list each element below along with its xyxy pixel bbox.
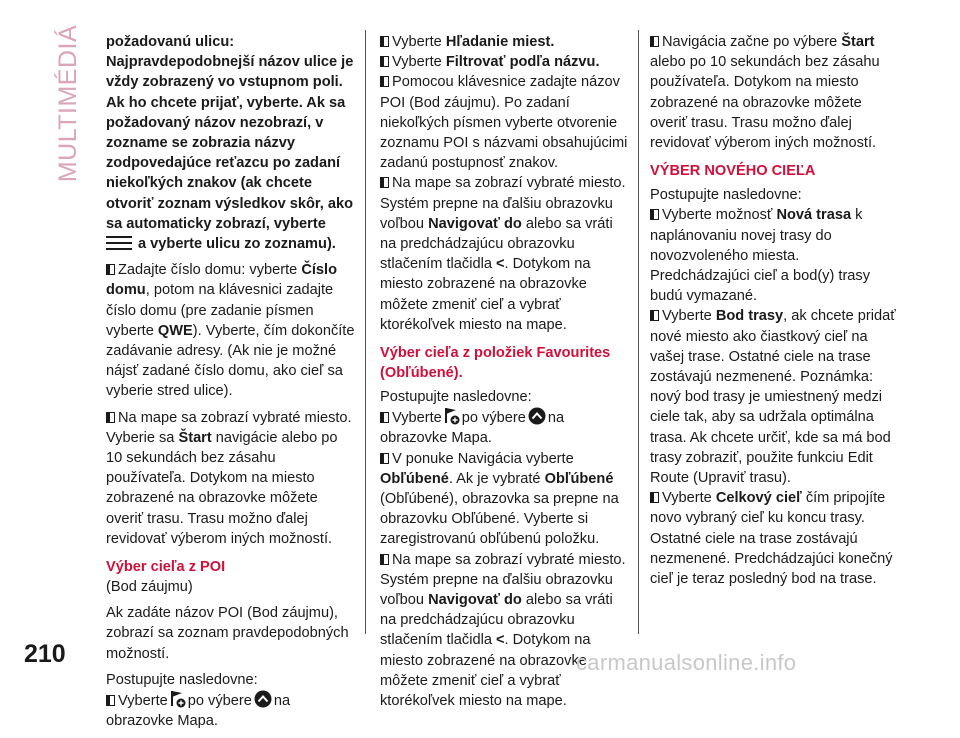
- text: Na mape sa zobrazí vybraté miesto. Systém prepne na ďalšiu obrazovku voľbou: [380, 551, 626, 609]
- text: Vyberte: [662, 308, 716, 325]
- text: alebo sa vráti na predchádzajúcu obrazovku stlačením tlačidla: [380, 592, 613, 649]
- text: (Obľúbené), obrazovka sa prepne na obrazovku Obľúbené. Vyberte si zaregistrovanú obľúbenú položku.: [380, 491, 619, 548]
- text: po výbere: [461, 410, 526, 427]
- list-item: [650, 205, 898, 306]
- text: na obrazovke Mapa.: [380, 410, 565, 447]
- column-2: [380, 32, 632, 717]
- text: Vyberte: [392, 410, 442, 427]
- text-bold: Bod trasy: [715, 308, 784, 325]
- column-divider: [365, 30, 366, 634]
- text-bold: Nová trasa: [776, 207, 852, 224]
- list-item: [380, 173, 632, 335]
- text-bold: Filtrovať podľa názvu.: [445, 54, 600, 71]
- text-bold: Obľúbené: [380, 470, 449, 487]
- section-heading: Výber cieľa z POI: [106, 559, 226, 576]
- text: Na mape sa zobrazí vybraté miesto. Vyberie sa: [106, 409, 352, 446]
- chevron-up-icon: [528, 407, 546, 425]
- text: Vyberte možnosť: [662, 207, 777, 224]
- text-bold: QWE: [157, 322, 193, 339]
- text: Vyberte: [392, 54, 446, 71]
- bullet-icon: [380, 56, 389, 67]
- list-item: [380, 72, 632, 173]
- text-bold: Číslo domu: [106, 262, 338, 299]
- bullet-icon: [106, 264, 115, 275]
- list-menu-icon: [106, 236, 132, 250]
- paragraph: Ak zadáte názov POI (Bod záujmu), zobrazí sa zoznam pravdepodobných možností.: [106, 605, 349, 662]
- watermark: carmanualsonline.info: [576, 650, 797, 675]
- section-heading: VÝBER NOVÉHO CIEĽA: [650, 163, 816, 180]
- text: ). Vyberte, čím dokončíte zadávanie adresy. (Ak nie je možné nájsť zadané číslo domu, ako cieľ sa vyberie stred ulice).: [106, 322, 355, 400]
- bullet-icon: [650, 492, 659, 503]
- text: čím pripojíte novo vybraný cieľ ku koncu trasy. Ostatné ciele na trase zostávajú nezmenené. Predchádzajúci konečný cieľ je teraz posledný bod na trase.: [650, 490, 893, 588]
- column-divider: [638, 30, 639, 634]
- section-heading: Výber cieľa z položiek Favourites (Obľúbené).: [380, 345, 611, 382]
- text: alebo sa vráti na predchádzajúcu obrazovku stlačením tlačidla: [380, 215, 613, 273]
- text-bold: Celkový cieľ: [715, 490, 802, 507]
- section-tab-label: MULTIMÉDIÁ: [54, 24, 83, 182]
- text: . Dotykom na miesto zobrazené na obrazovke môžete zmeniť cieľ a vybrať ktorékoľvek miesto na mape.: [380, 256, 591, 333]
- bullet-icon: [380, 36, 389, 47]
- section-tab: [52, 24, 86, 182]
- list-item: [380, 550, 632, 712]
- bullet-icon: [106, 695, 115, 706]
- intro-paragraph: [106, 32, 356, 254]
- text-bold: <: [496, 632, 505, 649]
- navigation-pin-icon: [170, 690, 186, 708]
- list-item: [380, 52, 632, 72]
- bullet-icon: [650, 209, 659, 220]
- list-item: [650, 488, 898, 589]
- text: Zadajte číslo domu: vyberte: [118, 262, 302, 279]
- bullet-icon: [106, 412, 115, 423]
- text-bold: Navigovať do: [428, 215, 522, 232]
- text-bold: Štart: [841, 34, 875, 50]
- bullet-icon: [650, 36, 659, 47]
- text: k naplánovaniu novej trasy do novozvoleného miesta. Predchádzajúci cieľ a bod(y) trasy budú vymazané.: [650, 207, 871, 305]
- text: Vyberte: [118, 693, 168, 710]
- page-number: 210: [24, 640, 66, 668]
- bullet-icon: [380, 453, 389, 464]
- intro-text-end: a vyberte ulicu zo zoznamu).: [138, 236, 336, 253]
- text: na obrazovke Mapa.: [106, 693, 291, 730]
- bullet-icon: [650, 310, 659, 321]
- list-item: [650, 306, 898, 488]
- list-item: [380, 32, 632, 52]
- paragraph: Postupujte nasledovne:: [650, 187, 802, 204]
- text: Vyberte: [392, 34, 446, 50]
- text: po výbere: [187, 693, 252, 710]
- paragraph: (Bod záujmu): [106, 579, 193, 596]
- text: Vyberte: [662, 490, 716, 507]
- text: Pomocou klávesnice zadajte názov POI (Bod záujmu). Po zadaní niekoľkých písmen vyberte otvorenie zoznamu POI s názvami obsahujúcimi zadanú postupnosť znakov.: [380, 74, 628, 172]
- bullet-icon: [380, 177, 389, 188]
- text: Na mape sa zobrazí vybraté miesto. Systém prepne na ďalšiu obrazovku voľbou: [380, 175, 626, 232]
- text: . Ak je vybraté: [448, 470, 545, 487]
- bullet-icon: [380, 554, 389, 565]
- list-item: [106, 408, 356, 549]
- chevron-up-icon: [254, 690, 272, 708]
- text: navigácie alebo po 10 sekundách bez zásahu používateľa. Dotykom na miesto zobrazené na obrazovke môžete overiť trasu. Trasu možno ďalej revidovať výberom iných možností.: [106, 429, 338, 547]
- list-item: [380, 449, 632, 550]
- list-item: [106, 260, 356, 401]
- text-bold: Štart: [178, 429, 212, 446]
- column-1: [106, 32, 356, 738]
- paragraph: Postupujte nasledovne:: [380, 389, 532, 406]
- text-bold: <: [496, 256, 505, 273]
- text-bold: Obľúbené: [544, 470, 614, 487]
- text: Navigácia začne po výbere: [662, 34, 842, 50]
- navigation-pin-icon: [444, 407, 460, 425]
- column-3: [650, 32, 898, 595]
- paragraph: Postupujte nasledovne:: [106, 671, 258, 688]
- intro-text: požadovanú ulicu: Najpravdepodobnejší názov ulice je vždy zobrazený vo vstupnom poli. Ak ho chcete prijať, vyberte. Ak sa požadovaný názov nezobrazí, v zozname se zobrazia názvy zodpovedajúce reťazcu po zadaní niekoľkých znakov (ak chcete otvoriť zoznam výsledkov skôr, ako sa automaticky zobrazí, vyberte: [106, 34, 354, 232]
- bullet-icon: [380, 412, 389, 423]
- text: . Dotykom na miesto zobrazené na obrazovke môžete zmeniť cieľ a vybrať ktorékoľvek miesto na mape.: [380, 632, 591, 710]
- text: V ponuke Navigácia vyberte: [392, 450, 574, 467]
- list-item: [106, 690, 356, 731]
- list-item: [650, 32, 898, 153]
- list-item: [380, 407, 632, 448]
- text: alebo po 10 sekundách bez zásahu používateľa. Dotykom na miesto zobrazené na obrazovke môžete overiť trasu. Trasu možno ďalej revidovať výberom iných možností.: [650, 54, 880, 152]
- bullet-icon: [380, 76, 389, 87]
- text-bold: Hľadanie miest.: [445, 34, 555, 50]
- text: , ak chcete pridať nové miesto ako čiastkový cieľ na vašej trase. Ostatné ciele na trase zostávajú nezmenené. Poznámka: nový bod trasy je umiestnený medzi ciele tak, aby sa udržala optimálna trasa. Ak chcete určiť, kde sa má bod trasy zobraziť, použite funkciu Edit Route (Upraviť trasu).: [650, 308, 896, 487]
- text-bold: Navigovať do: [428, 592, 522, 609]
- text: , potom na klávesnici zadajte číslo domu (pre zadanie písmen vyberte: [106, 282, 334, 339]
